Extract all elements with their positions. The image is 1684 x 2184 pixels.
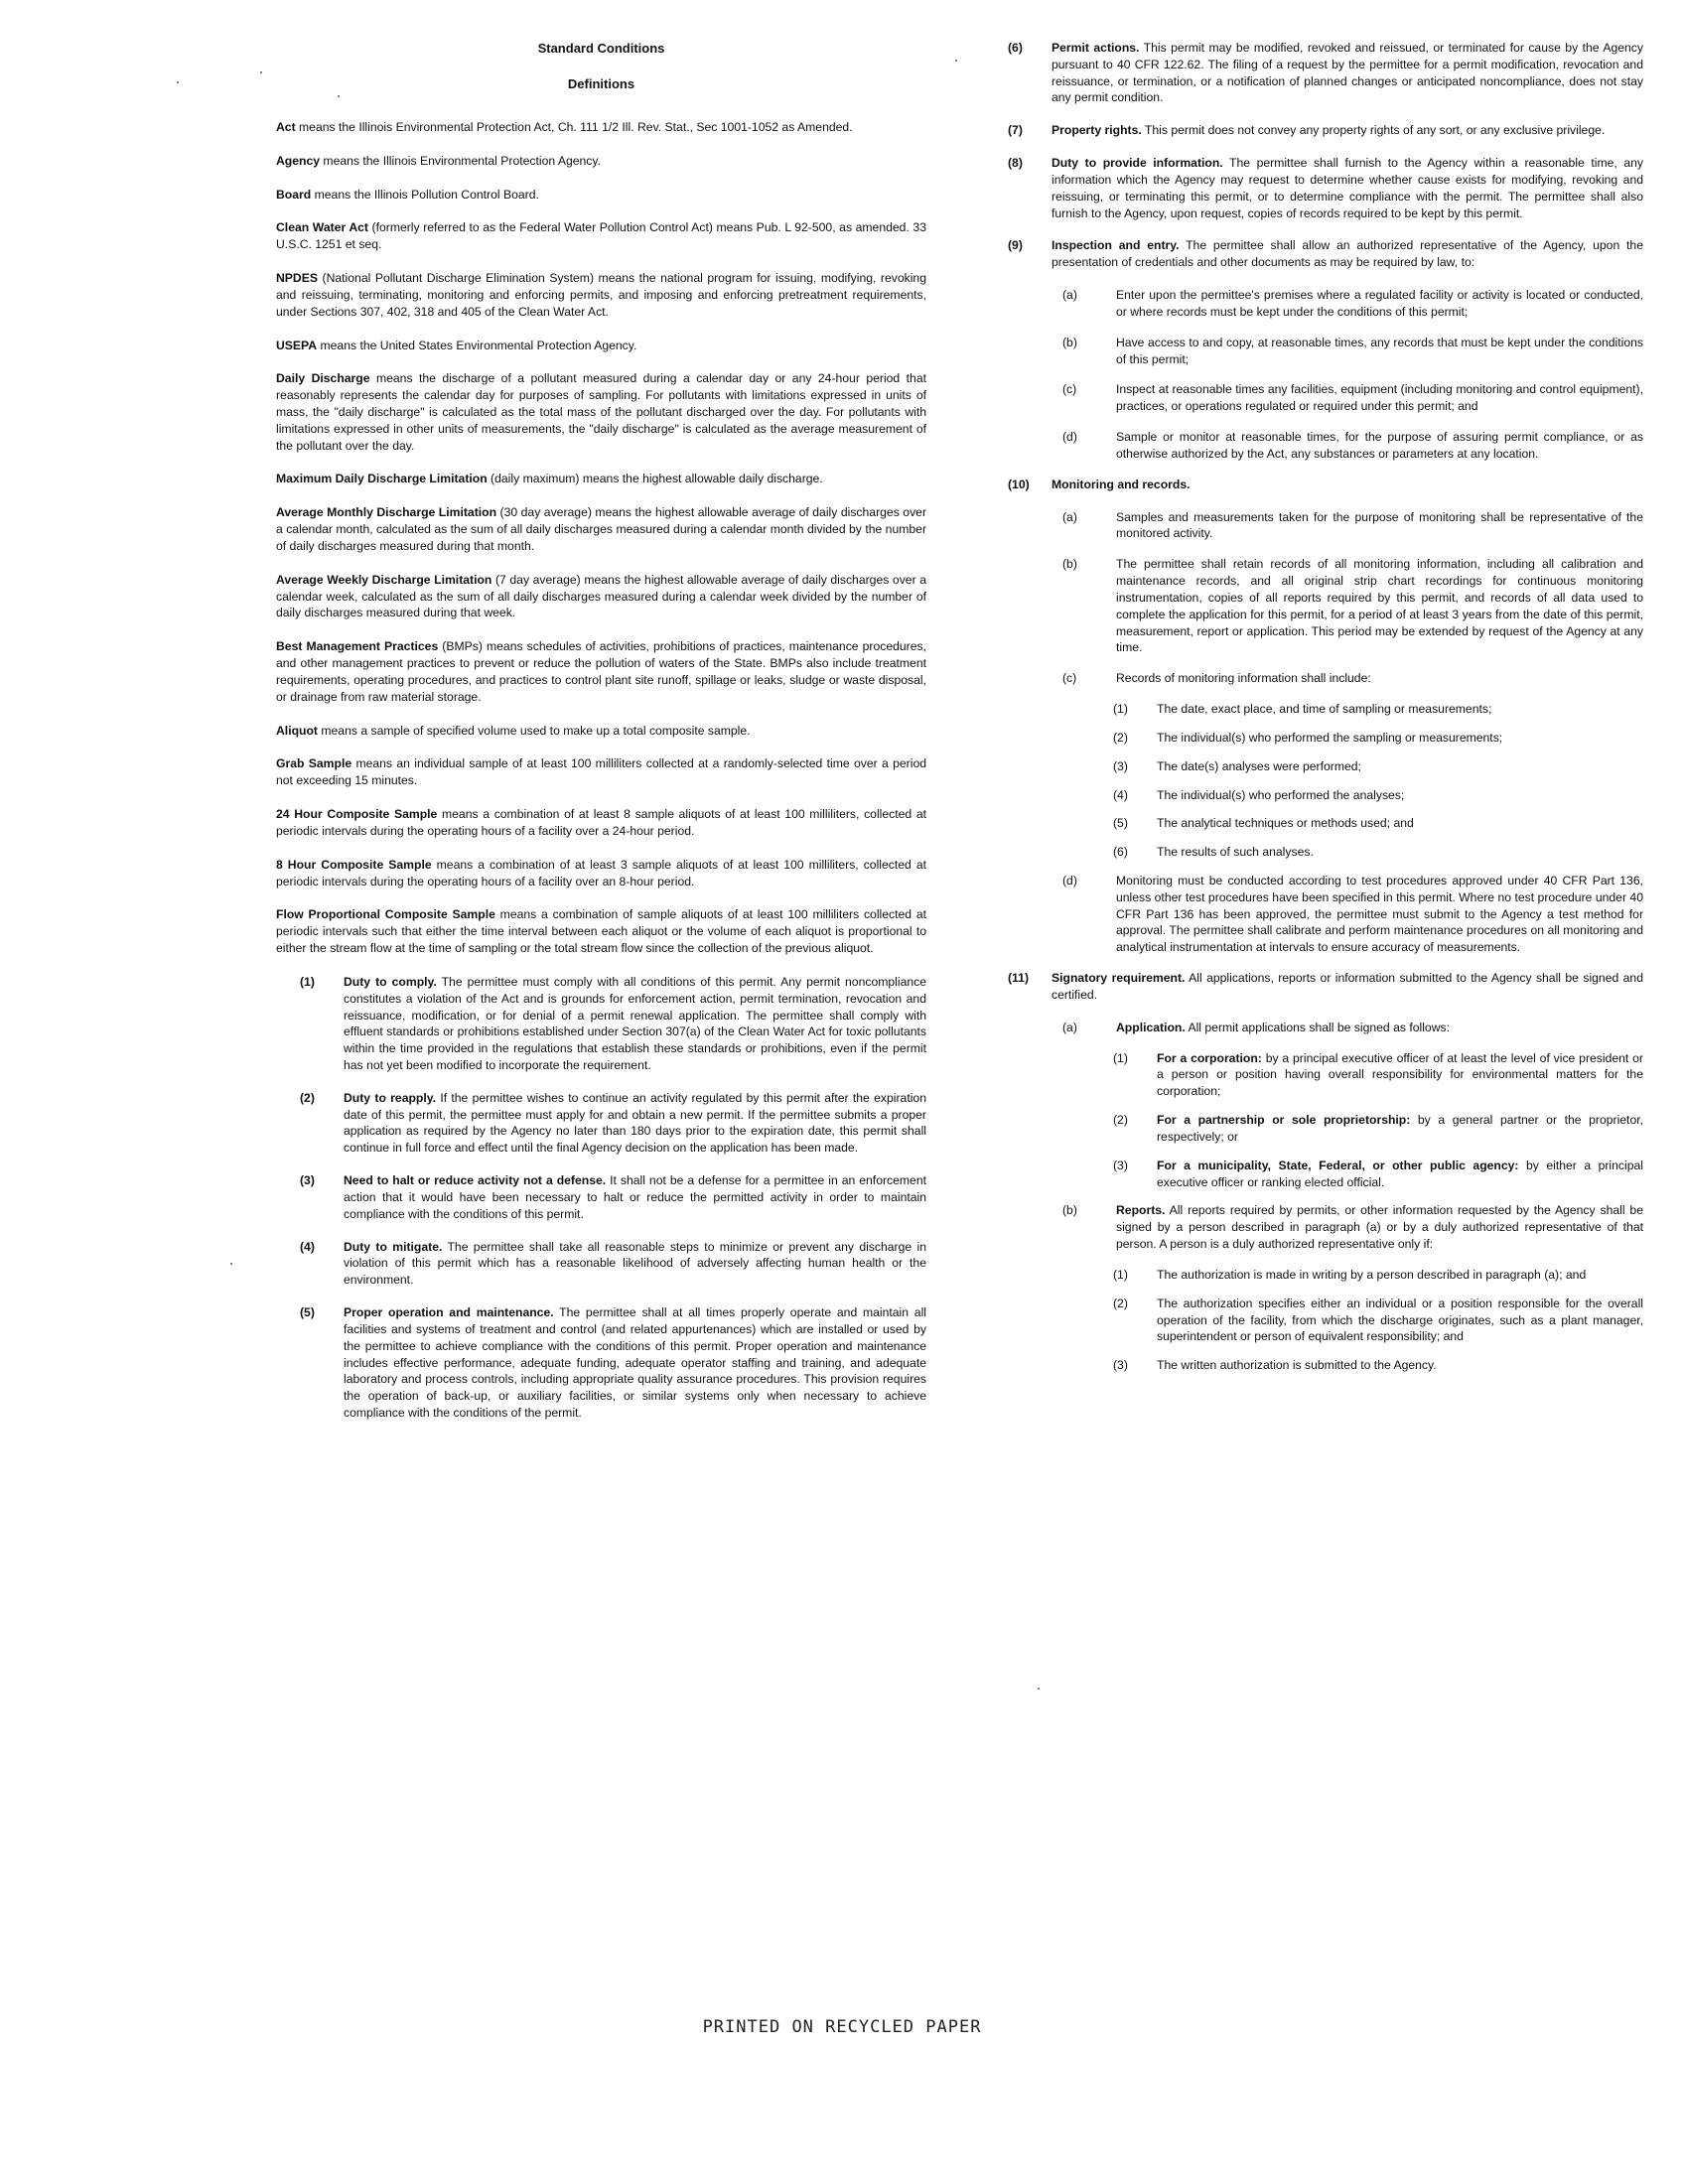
condition-heading: Monitoring and records. <box>1052 477 1191 491</box>
condition-4 <box>300 1239 926 1289</box>
subitem-heading: Application. <box>1116 1020 1186 1034</box>
definition-term: Clean Water Act <box>276 220 368 235</box>
condition-text: This permit does not convey any property rights of any sort, or any exclusive privilege. <box>1141 123 1606 138</box>
authorization-item-number: (1) <box>1113 1267 1128 1282</box>
authorization-item-2 <box>1113 1296 1643 1345</box>
definition-text: means the United States Environmental Protection Agency. <box>317 338 637 352</box>
subitem-number: (c) <box>1062 671 1077 686</box>
definition-text: means the Illinois Environmental Protection Agency. <box>320 153 601 168</box>
condition-2 <box>300 1090 926 1157</box>
condition-6 <box>1008 40 1643 106</box>
record-item-4 <box>1113 787 1643 804</box>
definition-average-monthly-discharge <box>276 504 926 554</box>
signatory-item-heading: For a corporation: <box>1157 1050 1262 1065</box>
definition-24-hour-composite <box>276 806 926 840</box>
record-item-3 <box>1113 758 1643 775</box>
condition-number: (11) <box>1008 971 1030 986</box>
condition-number: (5) <box>300 1305 315 1320</box>
record-item-6 <box>1113 844 1643 861</box>
subitem-11b <box>1062 1202 1643 1252</box>
signatory-item-text: by either a principal executive officer or ranking elected official. <box>1157 1158 1643 1189</box>
definition-maximum-daily-discharge <box>276 471 926 487</box>
record-item-number: (5) <box>1113 816 1128 831</box>
authorization-item-3 <box>1113 1357 1643 1374</box>
condition-9 <box>1008 237 1643 271</box>
condition-body <box>344 1239 926 1289</box>
subitem-number: (a) <box>1062 509 1077 524</box>
condition-10 <box>1008 477 1643 493</box>
subitem-number: (a) <box>1062 288 1077 303</box>
definition-term: Board <box>276 187 312 202</box>
subitem-10d <box>1062 873 1643 956</box>
condition-number: (8) <box>1008 156 1023 171</box>
condition-11 <box>1008 970 1643 1004</box>
signatory-item-number: (1) <box>1113 1050 1128 1065</box>
definition-clean-water-act <box>276 219 926 253</box>
definition-text: (formerly referred to as the Federal Water Pollution Control Act) means Pub. L 92-500, as amended. 33 U.S.C. 1251 et seq. <box>276 220 926 252</box>
condition-number: (3) <box>300 1173 315 1188</box>
definition-term: Act <box>276 119 296 134</box>
definition-text: (30 day average) means the highest allowable average of daily discharges over a calendar month, calculated as the sum of all daily discharges measured during a calendar month divided by the number of daily discharges measured during that month. <box>276 505 926 553</box>
definition-grab-sample <box>276 755 926 789</box>
record-item-1 <box>1113 701 1643 718</box>
page-title: Standard Conditions <box>537 41 665 56</box>
record-item-number: (1) <box>1113 702 1128 717</box>
condition-text: The permittee shall take all reasonable steps to minimize or prevent any discharge in violation of this permit which has a reasonable likelihood of adversely affecting human health or the environment. <box>344 1239 926 1288</box>
signatory-item-2 <box>1113 1112 1643 1146</box>
condition-number: (7) <box>1008 123 1023 138</box>
subitem-text: Inspect at reasonable times any facilities, equipment (including monitoring and control equipment), practices, or operations regulated or required under this permit; and <box>1116 382 1643 414</box>
signatory-item-body <box>1157 1158 1643 1191</box>
signatory-item-heading: For a partnership or sole proprietorship: <box>1157 1113 1411 1128</box>
scan-speck <box>260 71 262 73</box>
signatory-item-number: (3) <box>1113 1158 1128 1172</box>
record-item-text: The date(s) analyses were performed; <box>1157 758 1361 773</box>
authorization-item-text: The authorization specifies either an individual or a position responsible for the overall operation of the facility, from which the discharge originates, such as a plant manager, superintendent or person of equivalent responsibility; and <box>1157 1296 1643 1344</box>
signatory-item-1 <box>1113 1050 1643 1100</box>
definition-term: NPDES <box>276 271 318 286</box>
signatory-item-text: by a general partner or the proprietor, respectively; or <box>1157 1113 1643 1144</box>
record-item-text: The date, exact place, and time of sampling or measurements; <box>1157 702 1492 717</box>
definition-text: (National Pollutant Discharge Elimination System) means the national program for issuing, modifying, revoking and reissuing, terminating, monitoring and enforcing permits, and imposing and enforcing pretreatment requirements, under Sections 307, 402, 318 and 405 of the Clean Water Act. <box>276 271 926 319</box>
subitem-9a <box>1062 287 1643 321</box>
definition-text: (7 day average) means the highest allowable average of daily discharges over a calendar week, calculated as the sum of all daily discharges measured during a calendar week divided by the number of daily discharges measured during that week. <box>276 572 926 620</box>
record-item-text: The individual(s) who performed the analyses; <box>1157 787 1405 802</box>
definition-term: Maximum Daily Discharge Limitation <box>276 472 488 486</box>
authorization-item-number: (3) <box>1113 1358 1128 1373</box>
section-title-definitions: Definitions <box>567 75 635 91</box>
definition-daily-discharge <box>276 370 926 454</box>
definition-text: means a combination of sample aliquots of at least 100 milliliters collected at periodic intervals such that either the time interval between each aliquot or the volume of each aliquot is proportional to either the stream flow at the time of sampling or the total stream flow since the collection of the previous aliquot. <box>276 907 926 956</box>
condition-5 <box>300 1304 926 1422</box>
subitem-9c <box>1062 381 1643 415</box>
subitem-text: Records of monitoring information shall include: <box>1116 671 1371 686</box>
definition-term: Aliquot <box>276 723 318 738</box>
subitem-text: All permit applications shall be signed as follows: <box>1185 1020 1450 1034</box>
condition-body <box>344 974 926 1074</box>
definition-term: 24 Hour Composite Sample <box>276 807 438 822</box>
condition-number: (10) <box>1008 477 1030 491</box>
subitem-number: (b) <box>1062 335 1077 349</box>
condition-number: (9) <box>1008 238 1023 253</box>
subitem-number: (d) <box>1062 873 1077 887</box>
record-item-5 <box>1113 815 1643 832</box>
subitem-text: Have access to and copy, at reasonable times, any records that must be kept under the conditions of this permit; <box>1116 335 1643 366</box>
condition-heading: Need to halt or reduce activity not a defense. <box>344 1173 607 1188</box>
record-item-number: (6) <box>1113 845 1128 860</box>
record-item-text: The results of such analyses. <box>1157 845 1314 860</box>
condition-heading: Permit actions. <box>1052 41 1140 55</box>
definition-act <box>276 119 926 136</box>
subitem-text: All reports required by permits, or other information requested by the Agency shall be signed by a person described in paragraph (a) or by a duly authorized representative of that person. A person is a duly authorized representative only if: <box>1116 1203 1643 1252</box>
condition-text: The permittee must comply with all conditions of this permit. Any permit noncompliance constitutes a violation of the Act and is grounds for enforcement action, permit termination, revocation and reissuance, modification, or for denial of a permit renewal application. The permittee shall comply with effluent standards or prohibitions established under Section 307(a) of the Clean Water Act for toxic pollutants within the time provided in the regulations that establish these standards or prohibitions, even if the permit has not yet been modified to incorporate the requirement. <box>344 974 926 1072</box>
record-item-text: The individual(s) who performed the sampling or measurements; <box>1157 730 1503 745</box>
definition-npdes <box>276 270 926 320</box>
condition-body <box>1052 122 1643 139</box>
subitem-text: The permittee shall retain records of all monitoring information, including all calibration and maintenance records, and all original strip chart recordings for continuous monitoring instrumentation, copies of all reports required by this permit, and records of all data used to complete the application for this permit, for a period of at least 3 years from the date of this permit, measurement, report or application. This period may be extended by request of the Agency at any time. <box>1116 557 1643 655</box>
definition-text: (BMPs) means schedules of activities, prohibitions of practices, maintenance procedures, and other management practices to prevent or reduce the pollution of waters of the State. BMPs also include treatment requirements, operating procedures, and practices to control plant site runoff, spillage or leaks, sludge or waste disposal, or drainage from raw material storage. <box>276 639 927 704</box>
footer-recycled-paper: PRINTED ON RECYCLED PAPER <box>702 2017 982 2037</box>
subitem-text: Samples and measurements taken for the purpose of monitoring shall be representative of the monitored activity. <box>1116 509 1643 541</box>
definition-term: Daily Discharge <box>276 371 370 386</box>
condition-heading: Inspection and entry. <box>1052 238 1180 253</box>
definition-text: means the discharge of a pollutant measured during a calendar day or any 24-hour period that reasonably represents the calendar day for purposes of sampling. For pollutants with limitations expressed in units of mass, the "daily discharge" is calculated as the total mass of the pollutant discharged over the day. For pollutants with limitations expressed in other units of measurements, the "daily discharge" is calculated as the average measurement of the pollutant over the day. <box>276 371 926 453</box>
condition-body <box>344 1304 926 1422</box>
condition-number: (2) <box>300 1090 315 1105</box>
signatory-item-body <box>1157 1112 1643 1146</box>
condition-heading: Duty to mitigate. <box>344 1239 443 1254</box>
subitem-11a <box>1062 1020 1643 1036</box>
definition-flow-proportional-composite <box>276 906 926 956</box>
condition-text: The permittee shall allow an authorized representative of the Agency, upon the presentation of credentials and other documents as may be required by law, to: <box>1052 238 1643 270</box>
definition-text: (daily maximum) means the highest allowable daily discharge. <box>487 472 823 486</box>
condition-text: The permittee shall furnish to the Agency within a reasonable time, any information which the Agency may request to determine whether cause exists for modifying, revoking and reissuing, or terminating this permit, or to determine compliance with the permit. The permittee shall also furnish to the Agency, upon request, copies of records required to be kept by this permit. <box>1052 156 1643 220</box>
record-item-2 <box>1113 730 1643 747</box>
signatory-item-3 <box>1113 1158 1643 1191</box>
record-item-number: (4) <box>1113 787 1128 802</box>
subitem-10a <box>1062 509 1643 543</box>
condition-heading: Property rights. <box>1052 123 1142 138</box>
condition-heading: Signatory requirement. <box>1052 971 1186 986</box>
authorization-item-number: (2) <box>1113 1296 1128 1310</box>
definition-term: Grab Sample <box>276 756 352 771</box>
record-item-number: (2) <box>1113 730 1128 745</box>
definition-text: means the Illinois Pollution Control Board. <box>311 187 539 202</box>
subitem-9d <box>1062 429 1643 463</box>
condition-8 <box>1008 155 1643 221</box>
condition-7 <box>1008 122 1643 139</box>
left-column <box>276 40 926 1437</box>
record-item-text: The analytical techniques or methods used; and <box>1157 816 1414 831</box>
condition-heading: Duty to provide information. <box>1052 156 1223 171</box>
authorization-item-1 <box>1113 1267 1643 1284</box>
condition-body <box>1052 477 1643 493</box>
subitem-number: (d) <box>1062 430 1077 445</box>
definition-8-hour-composite <box>276 857 926 890</box>
condition-body <box>1052 40 1643 106</box>
subitem-text: Monitoring must be conducted according to test procedures approved under 40 CFR Part 136, unless other test procedures have been specified in this permit. Where no test procedure under 40 CFR Part 136 has been approved, the permittee must submit to the Agency a test method for approval. The permittee shall calibrate and perform maintenance procedures on all monitoring and analytical instrumentation at intervals to ensure accuracy of measurements. <box>1116 873 1643 955</box>
authorization-item-text: The authorization is made in writing by a person described in paragraph (a); and <box>1157 1267 1587 1282</box>
condition-text: All applications, reports or information submitted to the Agency shall be signed and certified. <box>1052 971 1643 1002</box>
condition-heading: Duty to comply. <box>344 974 437 989</box>
definition-text: means a combination of at least 8 sample aliquots of at least 100 milliliters, collected at periodic intervals during the operating hours of a facility over a 24-hour period. <box>276 807 926 838</box>
definition-term: Flow Proportional Composite Sample <box>276 907 495 922</box>
definition-aliquot <box>276 723 926 740</box>
definition-text: means an individual sample of at least 100 milliliters collected at a randomly-selected time over a period not exceeding 15 minutes. <box>276 756 926 788</box>
condition-number: (6) <box>1008 41 1023 55</box>
subitem-10b <box>1062 556 1643 656</box>
condition-heading: Proper operation and maintenance. <box>344 1305 554 1320</box>
scan-speck <box>177 81 179 83</box>
definition-term: 8 Hour Composite Sample <box>276 857 432 872</box>
condition-1 <box>300 974 926 1074</box>
condition-heading: Duty to reapply. <box>344 1090 437 1105</box>
definition-term: Average Weekly Discharge Limitation <box>276 572 492 587</box>
subitem-heading: Reports. <box>1116 1203 1166 1218</box>
scan-speck <box>230 1263 232 1265</box>
subitem-number: (a) <box>1062 1020 1077 1034</box>
subitem-number: (b) <box>1062 1203 1077 1218</box>
subitem-number: (b) <box>1062 557 1077 572</box>
condition-3 <box>300 1172 926 1222</box>
condition-text: The permittee shall at all times properly operate and maintain all facilities and systems of treatment and control (and related appurtenances) which are installed or used by the permittee to achieve compliance with the conditions of this permit. Proper operation and maintenance includes effective performance, adequate funding, adequate operator staffing and training, and adequate laboratory and process controls, including appropriate quality assurance procedures. This provision requires the operation of back-up, or auxiliary facilities, or similar systems only when necessary to achieve compliance with the conditions of the permit. <box>344 1305 926 1421</box>
right-column <box>1008 40 1643 1386</box>
condition-body <box>344 1172 926 1222</box>
condition-number: (1) <box>300 974 315 989</box>
condition-body <box>1052 970 1643 1004</box>
definition-board <box>276 187 926 204</box>
definition-agency <box>276 153 926 170</box>
definition-text: means a sample of specified volume used to make up a total composite sample. <box>317 723 751 738</box>
condition-text: It shall not be a defense for a permittee in an enforcement action that it would have been necessary to halt or reduce the permitted activity in order to maintain compliance with the conditions of this permit. <box>344 1173 926 1221</box>
condition-body <box>344 1090 926 1157</box>
record-item-number: (3) <box>1113 758 1128 773</box>
signatory-item-body <box>1157 1050 1643 1100</box>
subitem-text: Sample or monitor at reasonable times, for the purpose of assuring permit compliance, or as otherwise authorized by the Act, any substances or parameters at any location. <box>1116 430 1643 461</box>
subitem-text: Enter upon the permittee's premises where a regulated facility or activity is located or conducted, or where records must be kept under the conditions of this permit; <box>1116 288 1643 319</box>
condition-text: If the permittee wishes to continue an activity regulated by this permit after the expiration date of this permit, the permittee must apply for and obtain a new permit. If the permittee submits a proper application as required by the Agency no later than 180 days prior to the expiration date, this permit shall continue in full force and effect until the final Agency decision on the application has been made. <box>344 1090 926 1156</box>
condition-text: This permit may be modified, revoked and reissued, or terminated for cause by the Agency pursuant to 40 CFR 122.62. The filing of a request by the permittee for a permit modification, revocation and reissuance, or termination, or a notification of planned changes or anticipated noncompliance, does not stay any permit condition. <box>1052 41 1643 105</box>
subitem-10c <box>1062 670 1643 687</box>
signatory-item-text: by a principal executive officer of at least the level of vice president or a person or position having overall responsibility for environmental matters for the corporation; <box>1157 1050 1643 1099</box>
subitem-number: (c) <box>1062 382 1077 397</box>
condition-body <box>1052 237 1643 271</box>
signatory-item-heading: For a municipality, State, Federal, or other public agency: <box>1157 1158 1519 1172</box>
subitem-body <box>1116 1020 1643 1036</box>
definition-term: Average Monthly Discharge Limitation <box>276 505 497 520</box>
condition-body <box>1052 155 1643 221</box>
scan-speck <box>1038 1688 1040 1690</box>
definition-term: USEPA <box>276 338 318 352</box>
definition-term: Agency <box>276 153 321 168</box>
scan-speck <box>955 60 957 62</box>
subitem-body <box>1116 1202 1643 1252</box>
definition-best-management-practices <box>276 638 926 705</box>
definition-usepa <box>276 338 926 354</box>
authorization-item-text: The written authorization is submitted to the Agency. <box>1157 1358 1437 1373</box>
subitem-9b <box>1062 335 1643 368</box>
signatory-item-number: (2) <box>1113 1113 1128 1128</box>
condition-number: (4) <box>300 1239 315 1254</box>
definition-text: means the Illinois Environmental Protection Act, Ch. 111 1/2 Ill. Rev. Stat., Sec 1001-1052 as Amended. <box>295 119 853 134</box>
definition-term: Best Management Practices <box>276 639 439 654</box>
definition-text: means a combination of at least 3 sample aliquots of at least 100 milliliters, collected at periodic intervals during the operating hours of a facility over an 8-hour period. <box>276 857 927 888</box>
definition-average-weekly-discharge <box>276 572 926 621</box>
